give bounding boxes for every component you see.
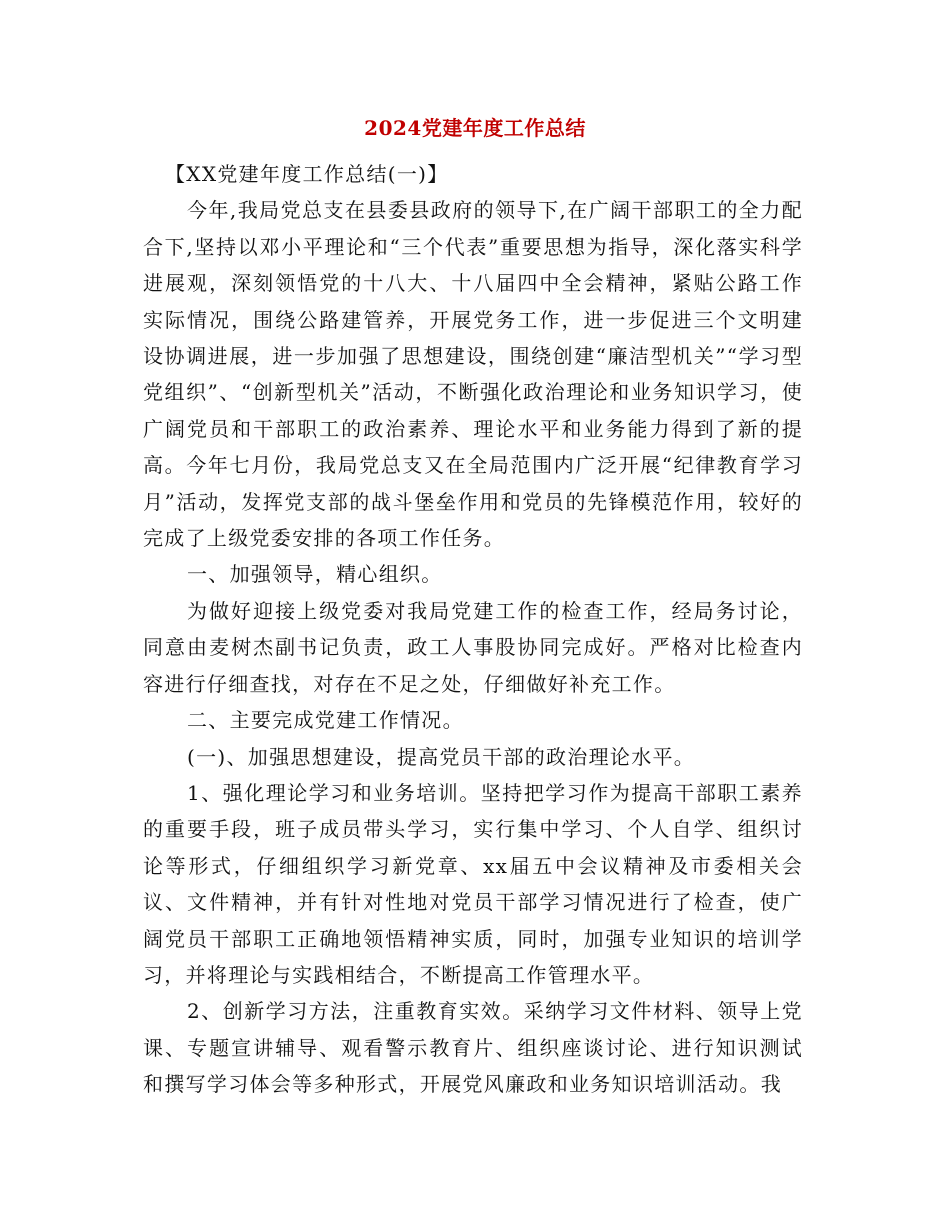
paragraph: 1、强化理论学习和业务培训。坚持把学习作为提高干部职工素养的重要手段，班子成员带头学习，实行集中学习、个人自学、组织讨论等形式，仔细组织学习新党章、xx届五中会议精神及市委相关会议、文件精神，并有针对性地对党员干部学习情况进行了检查，使广阔党员干部职工正确地领悟精神实质，同时，加强专业知识的培训学习，并将理论与实践相结合，不断提高工作管理水平。 xyxy=(143,780,803,987)
subsection-heading: (一)、加强思想建设，提高党员干部的政治理论水平。 xyxy=(187,744,696,769)
document-title: 2024党建年度工作总结 xyxy=(364,116,586,140)
paragraph: 2、创新学习方法，注重教育实效。采纳学习文件材料、领导上党课、专题宣讲辅导、观看警示教育片、组织座谈讨论、进行知识测试和撰写学习体会等多种形式，开展党风廉政和业务知识培训活动。我 xyxy=(143,999,803,1097)
document-body xyxy=(143,156,803,1103)
paragraph: 今年,我局党总支在县委县政府的领导下,在广阔干部职工的全力配合下,坚持以邓小平理论和“三个代表”重要思想为指导，深化落实科学进展观，深刻领悟党的十八大、十八届四中全会精神，紧贴公路工作实际情况，围绕公路建管养，开展党务工作，进一步促进三个文明建设协调进展，进一步加强了思想建设，围绕创建“廉洁型机关”“学习型党组织”、“创新型机关”活动，不断强化政治理论和业务知识学习，使广阔党员和干部职工的政治素养、理论水平和业务能力得到了新的提高。今年七月份，我局党总支又在全局范围内广泛开展“纪律教育学习月”活动，发挥党支部的战斗堡垒作用和党员的先锋模范作用，较好的完成了上级党委安排的各项工作任务。 xyxy=(143,198,803,551)
section-heading: 一、加强领导，精心组织。 xyxy=(187,562,443,587)
paragraph: 为做好迎接上级党委对我局党建工作的检查工作，经局务讨论，同意由麦树杰副书记负责，政工人事股协同完成好。严格对比检查内容进行仔细查找，对存在不足之处，仔细做好补充工作。 xyxy=(143,598,803,696)
section-subtitle: 【XX党建年度工作总结(一)】 xyxy=(165,162,449,186)
section-heading: 二、主要完成党建工作情况。 xyxy=(187,708,464,733)
